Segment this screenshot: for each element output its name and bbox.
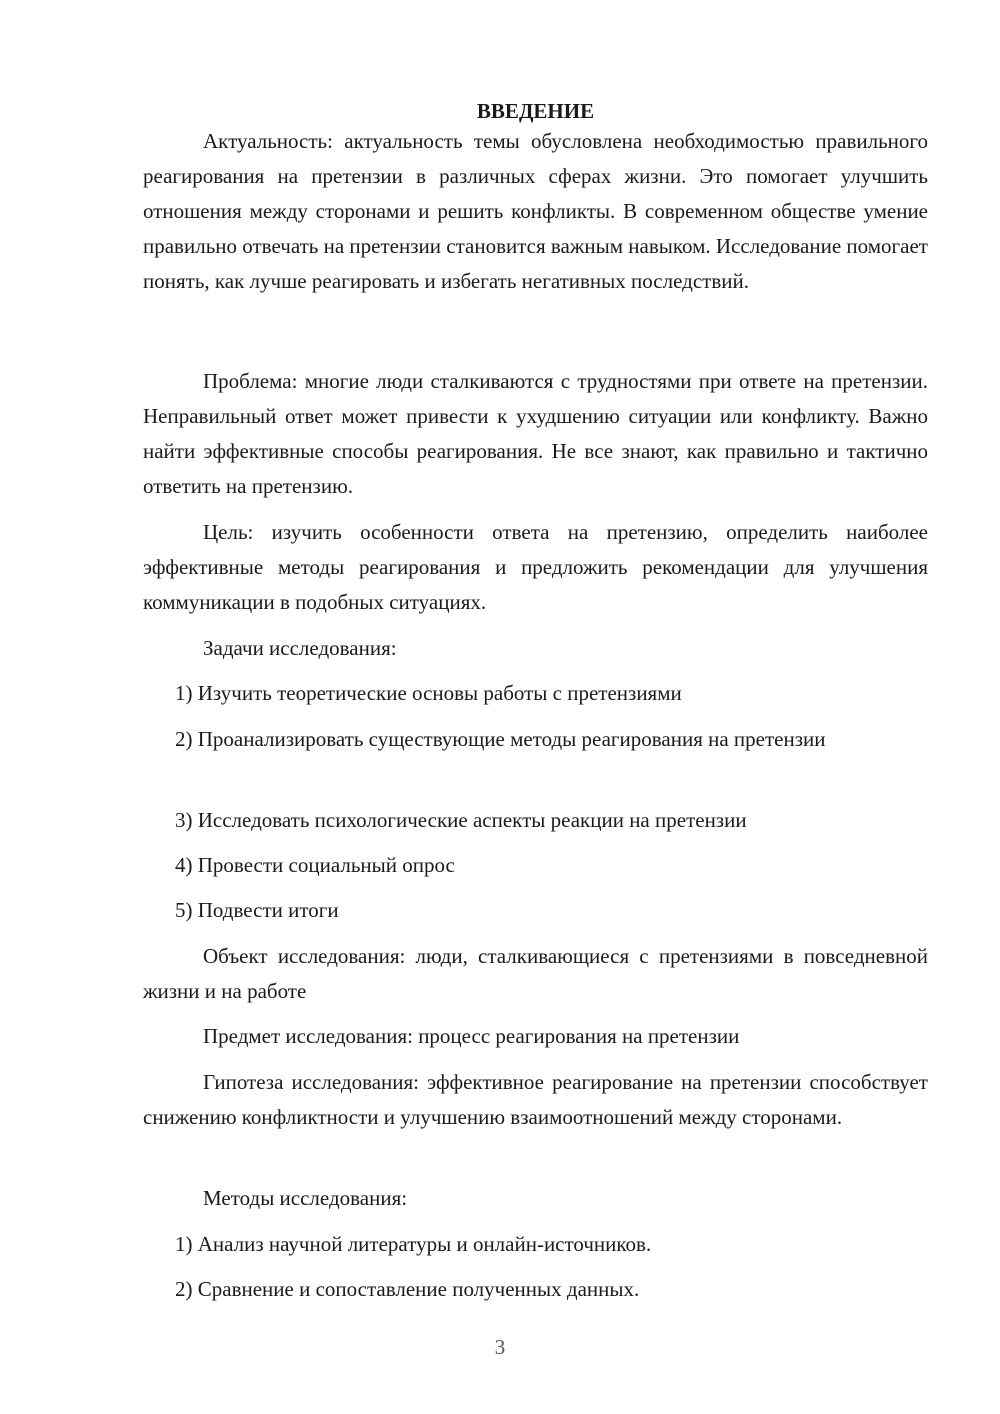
relevance-paragraph: Актуальность: актуальность темы обусловлена необходимостью правильного реагирования на претензии в различных сферах жизни. Это помогает улучшить отношения между сторонами и решить конфликты. В современном обществе умение правильно отвечать на претензии становится важным навыком. Исследование помогает понять, как лучше реагировать и избегать негативных последствий. [143,129,928,293]
goal-paragraph: Цель: изучить особенности ответа на претензию, определить наиболее эффективные методы реагирования и предложить рекомендации для улучшения коммуникации в подобных ситуациях. [143,520,928,614]
problem-paragraph: Проблема: многие люди сталкиваются с трудностями при ответе на претензии. Неправильный ответ может привести к ухудшению ситуации или конфликту. Важно найти эффективные способы реагирования. Не все знают, как правильно и тактично ответить на претензию. [143,369,928,498]
page-number: 3 [494,1335,506,1359]
section-heading: ВВЕДЕНИЕ [476,99,595,123]
tasks-title: Задачи исследования: [203,636,397,660]
task-item: 1) Изучить теоретические основы работы с претензиями [175,681,682,705]
object-paragraph: Объект исследования: люди, сталкивающиеся с претензиями в повседневной жизни и на работе [143,944,928,1003]
task-item: 3) Исследовать психологические аспекты реакции на претензии [175,808,747,832]
task-item: 5) Подвести итоги [175,898,339,922]
method-item: 1) Анализ научной литературы и онлайн-источников. [175,1232,652,1256]
hypothesis-paragraph: Гипотеза исследования: эффективное реагирование на претензии способствует снижению конфликтности и улучшению взаимоотношений между сторонами. [143,1070,928,1129]
subject-paragraph: Предмет исследования: процесс реагирования на претензии [203,1024,740,1048]
method-item: 2) Сравнение и сопоставление полученных данных. [175,1277,640,1301]
methods-title: Методы исследования: [203,1186,408,1210]
task-item: 4) Провести социальный опрос [175,853,455,877]
task-item: 2) Проанализировать существующие методы реагирования на претензии [175,727,826,751]
